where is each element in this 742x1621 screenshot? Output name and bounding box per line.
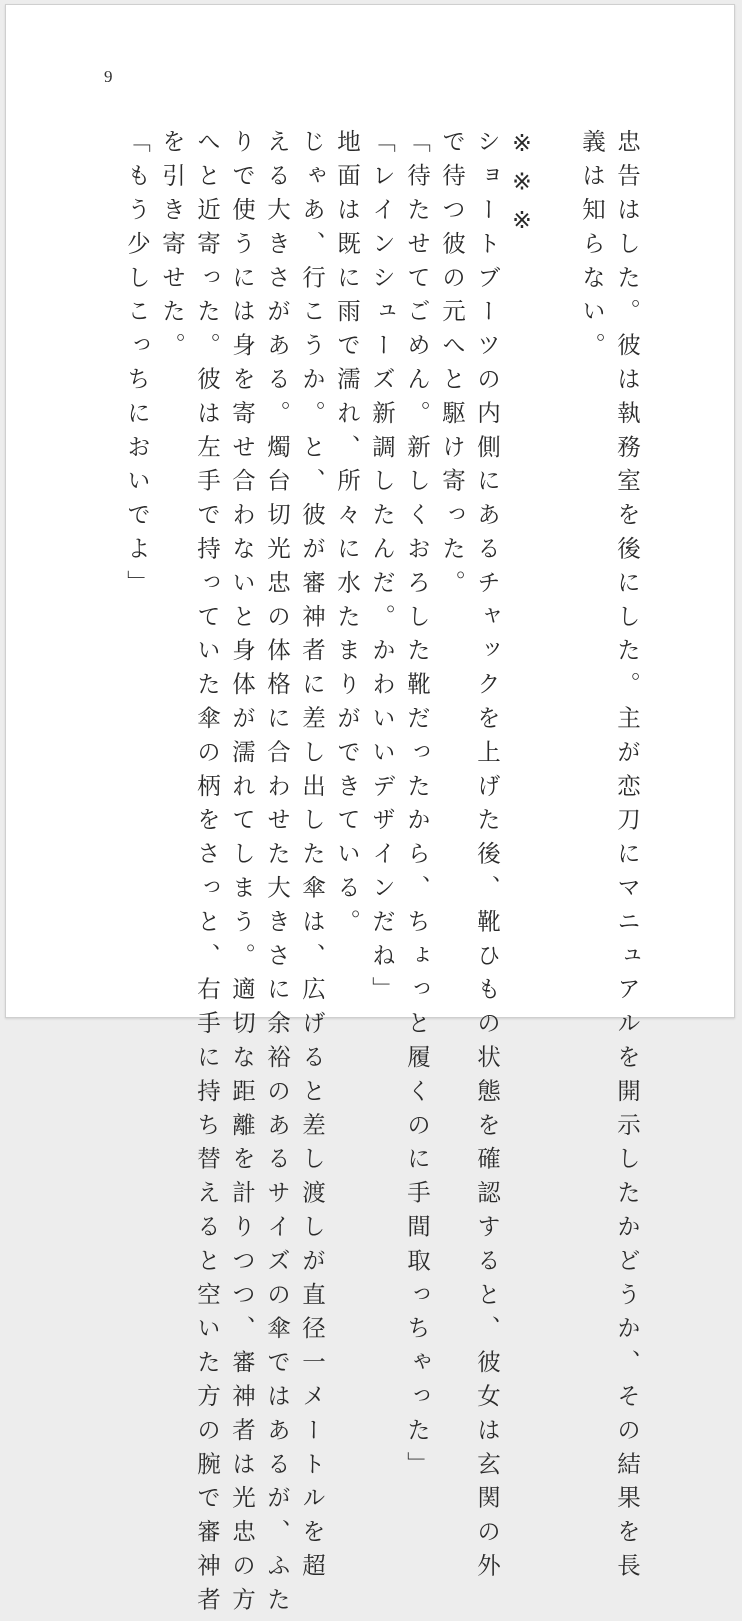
text-line: える大きさがある。燭台切光忠の体格に合わせた大きさに余裕のあるサイズの傘ではあるが、ふた: [263, 129, 291, 1621]
page-number: 9: [104, 67, 113, 86]
text-line: へと近寄った。彼は左手で持っていた傘の柄をさっと、右手に持ち替えると空いた方の腕で審神者: [193, 129, 221, 1621]
document-page: [5, 4, 735, 1621]
text-line: を引き寄せた。: [158, 129, 186, 367]
text-line: 忠告はした。彼は執務室を後にした。主が恋刀にマニュアルを開示したかどうか、その結果を長: [613, 129, 641, 1587]
text-line: りで使うには身を寄せ合わないと身体が濡れてしまう。適切な距離を計りつつ、審神者は光忠の方: [228, 129, 256, 1621]
text-line: 地面は既に雨で濡れ、所々に水たまりができている。: [333, 129, 361, 943]
scene-break: ※※※: [508, 129, 536, 245]
dialogue-line: 「待たせてごめん。新しくおろした靴だったから、ちょっと履くのに手間取っちゃった」: [403, 129, 431, 1485]
dialogue-line: 「もう少しこっちにおいでよ」: [123, 129, 151, 604]
text-line: で待つ彼の元へと駆け寄った。: [438, 129, 466, 604]
dialogue-line: 「レインシューズ新調したんだ。かわいいデザインだね」: [368, 129, 396, 1011]
blank-line: [539, 129, 574, 939]
text-line: じゃあ、行こうか。と、彼が審神者に差し出した傘は、広げると差し渡しが直径一メートルを超: [298, 129, 326, 1587]
text-line: 義は知らない。: [578, 129, 606, 367]
text-line: ショートブーツの内側にあるチャックを上げた後、靴ひもの状態を確認すると、彼女は玄関の外: [473, 129, 501, 1587]
vertical-body-text: [119, 129, 644, 1621]
